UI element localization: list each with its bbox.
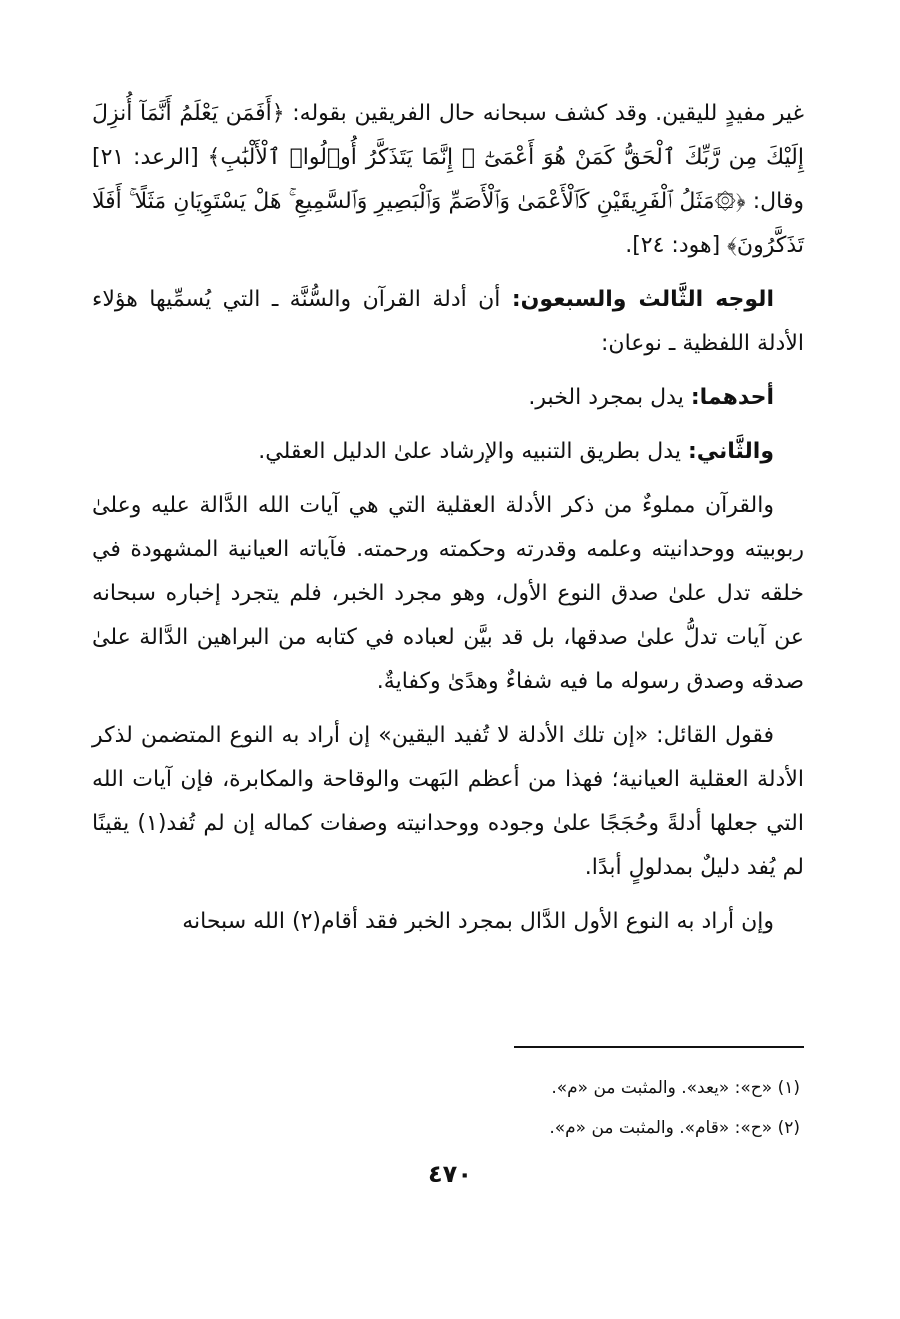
footnote-1: (١) «ح»: «يعد». والمثبت من «م». [551,1078,800,1098]
paragraph-4-lead: والثَّاني: [687,439,774,464]
paragraph-1-text: غير مفيدٍ لليقين. وقد كشف سبحانه حال الفريقين بقوله: ﴿أَفَمَن يَعْلَمُ أَنَّمَآ أُنزِلَ إِلَيْكَ مِن رَّبِّكَ ٱلْحَقُّ كَمَنْ هُوَ أَعْمَىٰٓ ۚ إِنَّمَا يَتَذَكَّرُ أُو۟لُوا۟ ٱلْأَلْبَٰبِ﴾ [الرعد: ٢١] وقال: ﴿۞مَثَلُ ٱلْفَرِيقَيْنِ كَٱلْأَعْمَىٰ وَٱلْأَصَمِّ وَٱلْبَصِيرِ وَٱلسَّمِيعِ ۚ هَلْ يَسْتَوِيَانِ مَثَلًا ۚ أَفَلَا تَذَكَّرُونَ﴾ [هود: ٢٤]. [92,101,804,258]
paragraph-5 [92,484,804,704]
paragraph-2 [92,278,804,366]
paragraph-3-lead: أحدهما: [690,385,774,410]
paragraph-1 [92,92,804,268]
paragraph-3 [92,376,804,420]
paragraph-6 [92,714,804,890]
footnote-divider [514,1046,804,1048]
paragraph-4 [92,430,804,474]
page-number: ٤٧٠ [428,1160,472,1188]
paragraph-4-text: يدل بطريق التنبيه والإرشاد علىٰ الدليل العقلي. [258,439,688,464]
paragraph-3-text: يدل بمجرد الخبر. [528,385,691,410]
footnotes [200,1068,800,1148]
paragraph-6-text: فقول القائل: «إن تلك الأدلة لا تُفيد اليقين» إن أراد به النوع المتضمن لذكر الأدلة العقلية العيانية؛ فهذا من أعظم البَهت والوقاحة والمكابرة، فإن آيات الله التي جعلها أدلةً وحُجَجًا علىٰ وجوده ووحدانيته وصفات كماله إن لم تُفد(١) يقينًا لم يُفد دليلٌ بمدلولٍ أبدًا. [92,723,804,880]
paragraph-7-text: وإن أراد به النوع الأول الدَّال بمجرد الخبر فقد أقام(٢) الله سبحانه [182,909,774,934]
footnote-2: (٢) «ح»: «قام». والمثبت من «م». [549,1118,800,1138]
paragraph-2-text: أن أدلة القرآن والسُّنَّة ـ التي يُسمِّيها هؤلاء الأدلة اللفظية ـ نوعان: [92,287,804,356]
paragraph-7 [92,900,804,944]
main-text [92,92,804,954]
paragraph-2-lead: الوجه الثَّالث والسبعون: [511,287,774,312]
paragraph-5-text: والقرآن مملوءٌ من ذكر الأدلة العقلية التي هي آيات الله الدَّالة عليه وعلىٰ ربوبيته ووحدانيته وعلمه وقدرته وحكمته ورحمته. فآياته العيانية المشهودة في خلقه تدل علىٰ صدق النوع الأول، وهو مجرد الخبر، فلم يتجرد إخباره سبحانه عن آيات تدلُّ علىٰ صدقها، بل قد بيَّن لعباده في كتابه من البراهين الدَّالة علىٰ صدقه وصدق رسوله ما فيه شفاءٌ وهدًىٰ وكفايةٌ. [92,493,804,694]
